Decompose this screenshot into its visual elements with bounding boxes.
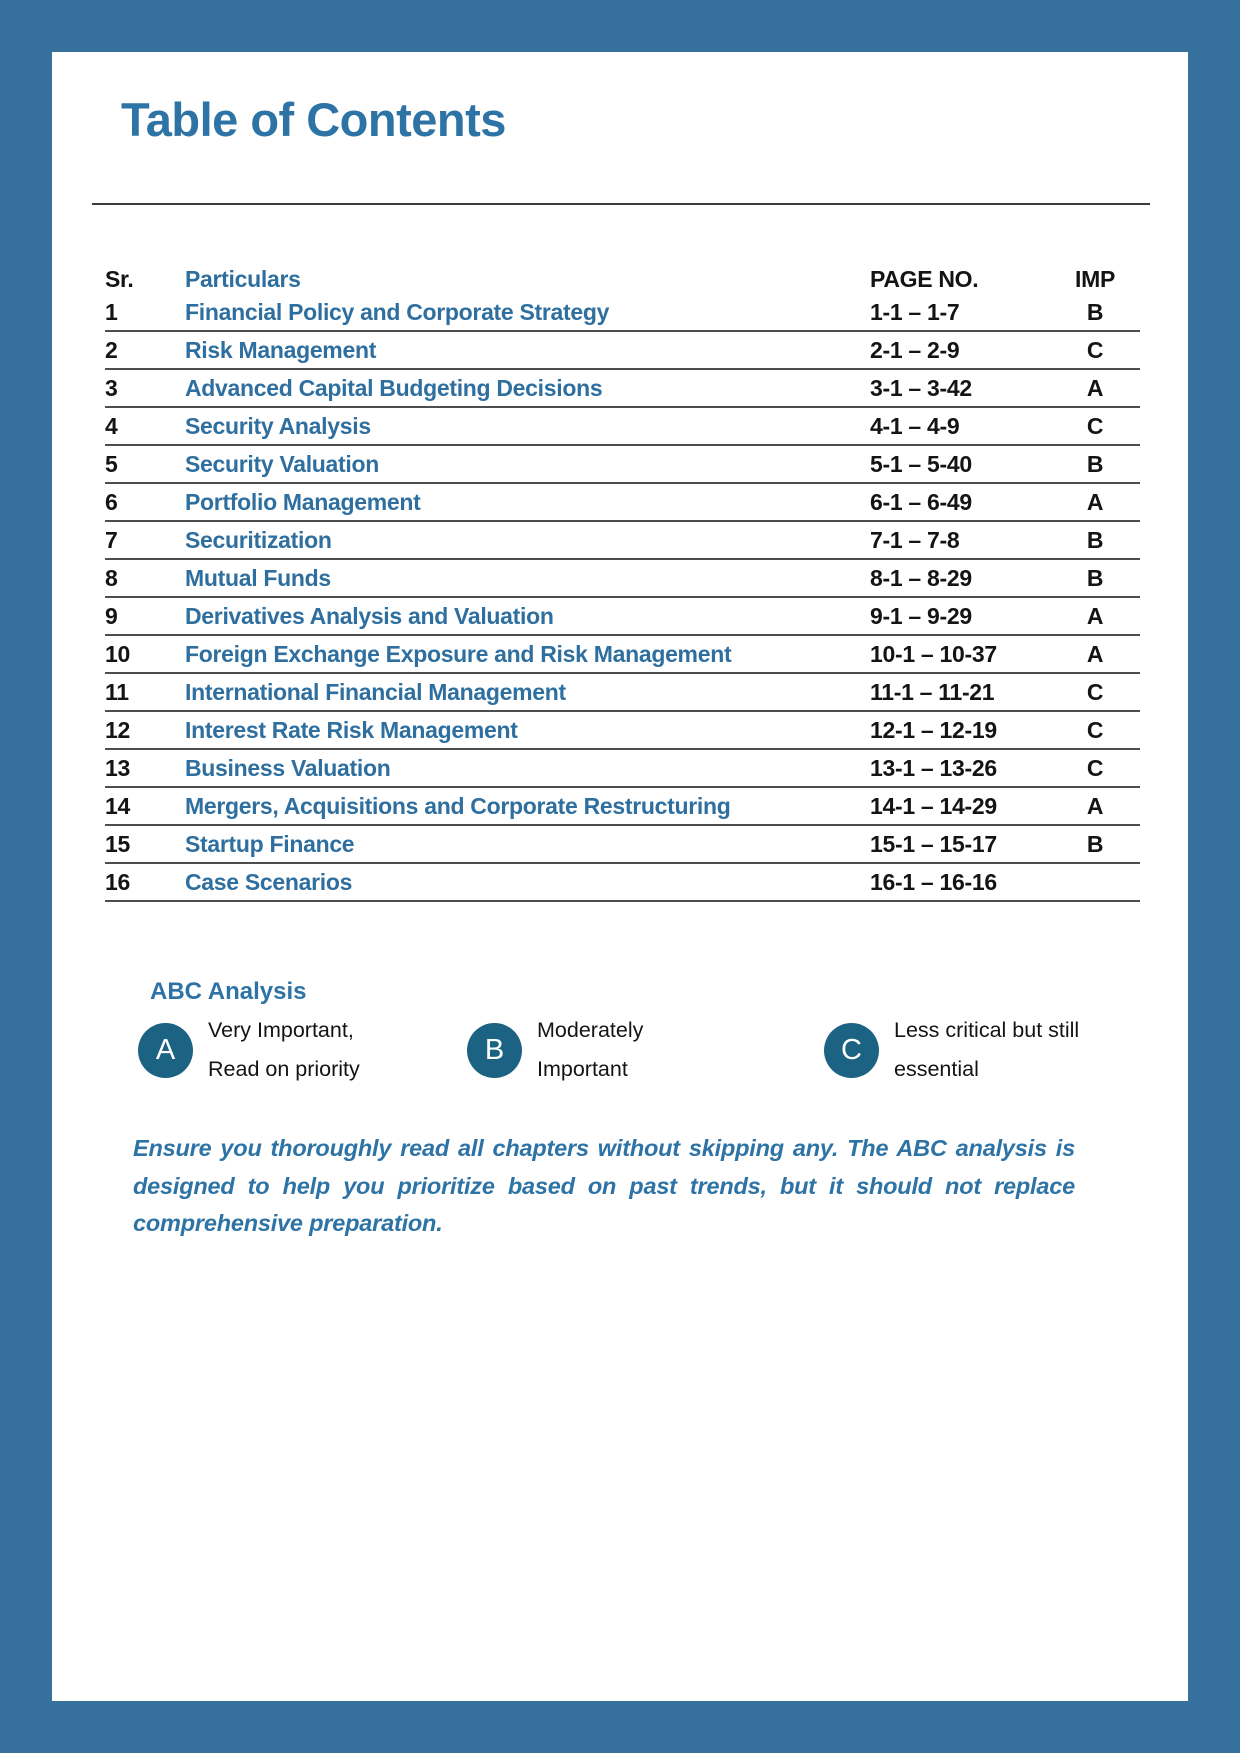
row-sr: 6 bbox=[105, 488, 118, 515]
table-row bbox=[105, 674, 1140, 712]
row-pages: 14-1 – 14-29 bbox=[870, 792, 997, 819]
row-imp: C bbox=[1086, 336, 1104, 363]
table-row bbox=[105, 522, 1140, 560]
badge-label: Less critical but still essential bbox=[894, 1018, 1080, 1081]
row-pages: 3-1 – 3-42 bbox=[870, 374, 972, 401]
note-paragraph: Ensure you thoroughly read all chapters without skipping any. The ABC analysis is designed to help you prioritize based on past trends, but it should not replace comprehensive preparation. bbox=[133, 1135, 1075, 1236]
row-imp: C bbox=[1086, 754, 1104, 781]
row-imp: A bbox=[1086, 792, 1104, 819]
row-chapter: Mutual Funds bbox=[185, 564, 331, 591]
abc-badges bbox=[52, 1008, 1188, 1092]
row-pages: 8-1 – 8-29 bbox=[870, 564, 972, 591]
row-imp: C bbox=[1086, 716, 1104, 743]
row-pages: 15-1 – 15-17 bbox=[870, 830, 997, 857]
toc-table bbox=[105, 264, 1140, 902]
row-pages: 9-1 – 9-29 bbox=[870, 602, 972, 629]
row-chapter: Advanced Capital Budgeting Decisions bbox=[185, 374, 603, 401]
row-imp: B bbox=[1086, 830, 1104, 857]
row-sr: 16 bbox=[105, 868, 130, 895]
table-row bbox=[105, 408, 1140, 446]
row-pages: 1-1 – 1-7 bbox=[870, 298, 960, 325]
table-row bbox=[105, 750, 1140, 788]
row-imp: A bbox=[1086, 602, 1104, 629]
row-imp: A bbox=[1086, 640, 1104, 667]
page-title: Table of Contents bbox=[121, 93, 506, 146]
table-row bbox=[105, 332, 1140, 370]
title-divider bbox=[92, 203, 1150, 205]
row-sr: 9 bbox=[105, 602, 118, 629]
row-chapter: Risk Management bbox=[185, 336, 377, 363]
row-imp: B bbox=[1086, 298, 1104, 325]
table-row bbox=[105, 370, 1140, 408]
table-header-row bbox=[105, 264, 1140, 294]
row-imp: B bbox=[1086, 564, 1104, 591]
row-imp: A bbox=[1086, 488, 1104, 515]
table-row bbox=[105, 712, 1140, 750]
row-sr: 7 bbox=[105, 526, 118, 553]
badge-letter: B bbox=[484, 1033, 505, 1066]
header-sr: Sr. bbox=[105, 265, 134, 292]
table-row bbox=[105, 484, 1140, 522]
row-chapter: Derivatives Analysis and Valuation bbox=[185, 602, 554, 629]
row-pages: 7-1 – 7-8 bbox=[870, 526, 960, 553]
badge-label: Moderately Important bbox=[537, 1018, 644, 1081]
page bbox=[52, 52, 1188, 1701]
row-sr: 1 bbox=[105, 298, 118, 325]
row-sr: 13 bbox=[105, 754, 130, 781]
table-row bbox=[105, 598, 1140, 636]
row-imp: B bbox=[1086, 526, 1104, 553]
row-chapter: Startup Finance bbox=[185, 830, 355, 857]
table-row bbox=[105, 636, 1140, 674]
row-pages: 6-1 – 6-49 bbox=[870, 488, 972, 515]
table-row bbox=[105, 294, 1140, 332]
table-row bbox=[105, 560, 1140, 598]
table-row bbox=[105, 788, 1140, 826]
row-chapter: Security Analysis bbox=[185, 412, 371, 439]
abc-badge bbox=[138, 1008, 360, 1092]
row-sr: 3 bbox=[105, 374, 118, 401]
row-chapter: Foreign Exchange Exposure and Risk Management bbox=[185, 640, 732, 667]
row-imp: A bbox=[1086, 374, 1104, 401]
row-sr: 10 bbox=[105, 640, 130, 667]
badge-letter: C bbox=[841, 1033, 862, 1066]
row-sr: 11 bbox=[105, 678, 129, 705]
badge-letter: A bbox=[155, 1033, 176, 1066]
badge-label: Very Important, Read on priority bbox=[208, 1018, 360, 1081]
row-sr: 5 bbox=[105, 450, 118, 477]
table-row bbox=[105, 446, 1140, 484]
badge-circle-icon bbox=[467, 1023, 522, 1078]
row-chapter: Interest Rate Risk Management bbox=[185, 716, 518, 743]
table-row bbox=[105, 826, 1140, 864]
row-sr: 14 bbox=[105, 792, 130, 819]
row-imp: B bbox=[1086, 450, 1104, 477]
row-sr: 8 bbox=[105, 564, 118, 591]
row-pages: 11-1 – 11-21 bbox=[870, 678, 995, 705]
header-page-no: PAGE NO. bbox=[870, 265, 979, 292]
row-pages: 13-1 – 13-26 bbox=[870, 754, 997, 781]
row-chapter: Business Valuation bbox=[185, 754, 391, 781]
row-pages: 10-1 – 10-37 bbox=[870, 640, 997, 667]
row-sr: 12 bbox=[105, 716, 130, 743]
row-pages: 12-1 – 12-19 bbox=[870, 716, 997, 743]
header-imp: IMP bbox=[1075, 265, 1115, 292]
abc-badge bbox=[824, 1008, 1079, 1092]
row-chapter: Security Valuation bbox=[185, 450, 379, 477]
table-body bbox=[105, 294, 1140, 902]
row-sr: 2 bbox=[105, 336, 118, 363]
row-chapter: Case Scenarios bbox=[185, 868, 353, 895]
table-row bbox=[105, 864, 1140, 902]
row-chapter: International Financial Management bbox=[185, 678, 566, 705]
badge-circle-icon bbox=[824, 1023, 879, 1078]
row-imp: C bbox=[1086, 678, 1104, 705]
row-chapter: Portfolio Management bbox=[185, 488, 421, 515]
row-imp: C bbox=[1086, 412, 1104, 439]
row-sr: 15 bbox=[105, 830, 130, 857]
row-pages: 5-1 – 5-40 bbox=[870, 450, 972, 477]
header-particulars: Particulars bbox=[185, 265, 301, 292]
abc-analysis-heading: ABC Analysis bbox=[150, 978, 307, 1005]
row-chapter: Financial Policy and Corporate Strategy bbox=[185, 298, 610, 325]
badge-circle-icon bbox=[138, 1023, 193, 1078]
row-chapter: Securitization bbox=[185, 526, 332, 553]
row-sr: 4 bbox=[105, 412, 118, 439]
row-pages: 16-1 – 16-16 bbox=[870, 868, 997, 895]
row-pages: 4-1 – 4-9 bbox=[870, 412, 960, 439]
row-chapter: Mergers, Acquisitions and Corporate Restructuring bbox=[185, 792, 731, 819]
row-pages: 2-1 – 2-9 bbox=[870, 336, 960, 363]
abc-badge bbox=[467, 1008, 643, 1092]
